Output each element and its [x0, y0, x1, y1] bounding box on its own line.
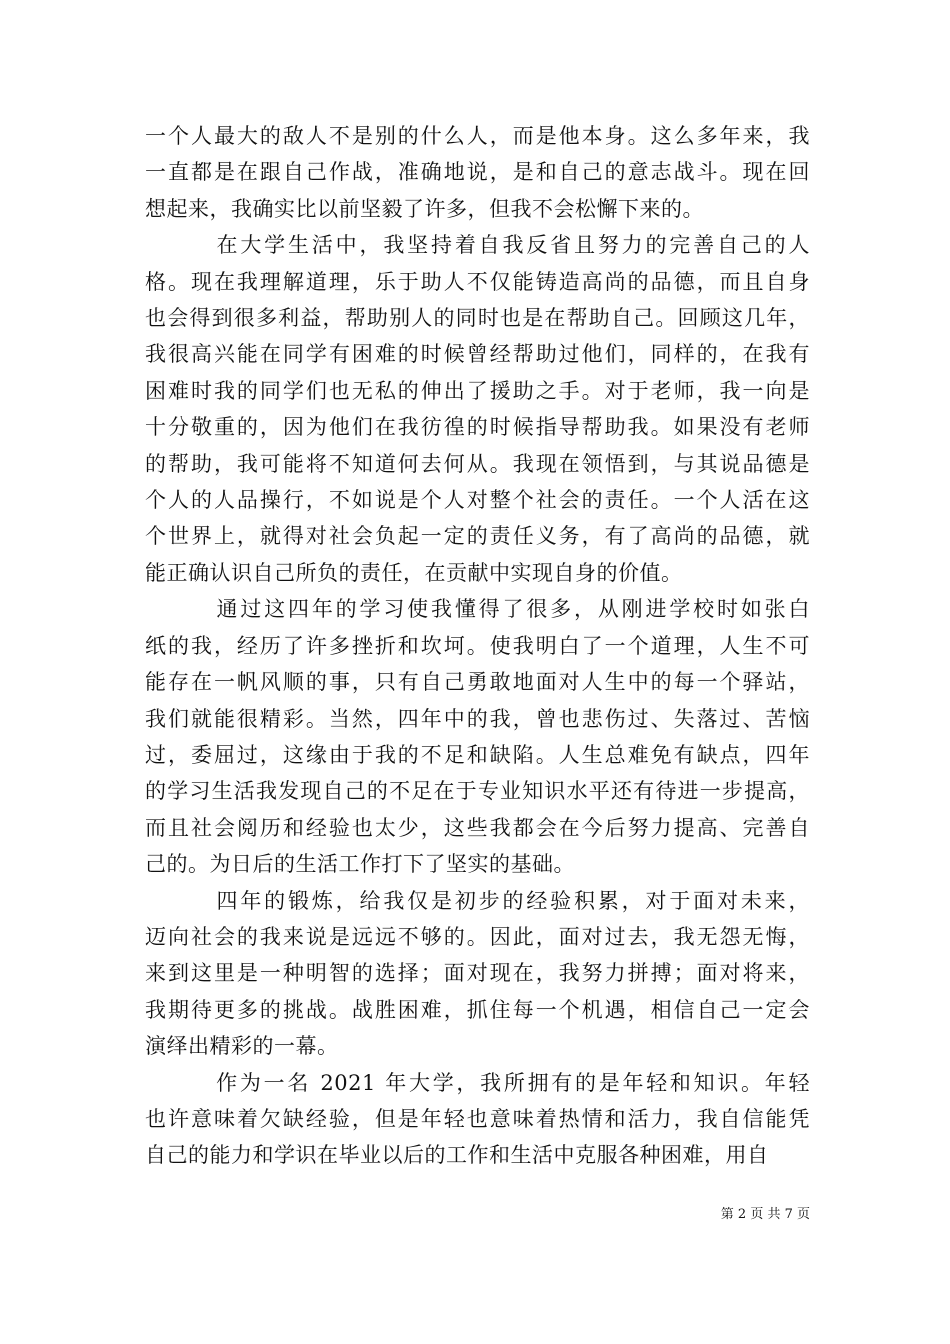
text-line: 而且社会阅历和经验也太少，这些我都会在今后努力提高、完善自: [145, 815, 810, 840]
paragraph: [145, 118, 810, 227]
text-line: 的帮助，我可能将不知道何去何从。我现在领悟到，与其说品德是: [145, 451, 810, 476]
text-line: 想起来，我确实比以前坚毅了许多，但我不会松懈下来的。: [145, 196, 704, 221]
text-line: 困难时我的同学们也无私的伸出了援助之手。对于老师，我一向是: [145, 378, 810, 403]
text-line: 来到这里是一种明智的选择；面对现在，我努力拼搏；面对将来，: [145, 961, 810, 986]
text-line: 作为一名 2021 年大学，我所拥有的是年轻和知识。年轻: [145, 1070, 810, 1095]
text-line: 个世界上，就得对社会负起一定的责任义务，有了高尚的品德，就: [145, 524, 810, 549]
text-line: 我很高兴能在同学有困难的时候曾经帮助过他们，同样的，在我有: [145, 342, 810, 367]
text-line: 十分敬重的，因为他们在我彷徨的时候指导帮助我。如果没有老师: [145, 415, 810, 440]
page-number: 第 2 页 共 7 页: [720, 1207, 810, 1222]
text-line: 过，委屈过，这缘由于我的不足和缺陷。人生总难免有缺点，四年: [145, 742, 810, 767]
text-line: 演绎出精彩的一幕。: [145, 1034, 339, 1059]
text-line: 我期待更多的挑战。战胜困难，抓住每一个机遇，相信自己一定会: [145, 997, 810, 1022]
text-line: 一直都是在跟自己作战，准确地说，是和自己的意志战斗。现在回: [145, 160, 810, 185]
paragraph: [145, 883, 810, 1065]
text-line: 四年的锻炼，给我仅是初步的经验积累，对于面对未来，: [145, 888, 810, 913]
text-line: 迈向社会的我来说是远远不够的。因此，面对过去，我无怨无悔，: [145, 924, 810, 949]
document-body: [145, 118, 810, 1174]
text-line: 通过这四年的学习使我懂得了很多，从刚进学校时如张白: [145, 597, 810, 622]
text-line: 自己的能力和学识在毕业以后的工作和生活中克服各种困难，用自: [145, 1143, 769, 1168]
text-line: 能存在一帆风顺的事，只有自己勇敢地面对人生中的每一个驿站，: [145, 670, 810, 695]
text-line: 格。现在我理解道理，乐于助人不仅能铸造高尚的品德，而且自身: [145, 269, 810, 294]
text-line: 纸的我，经历了许多挫折和坎坷。使我明白了一个道理，人生不可: [145, 633, 810, 658]
text-line: 也许意味着欠缺经验，但是年轻也意味着热情和活力，我自信能凭: [145, 1106, 810, 1131]
paragraph: [145, 1065, 810, 1174]
text-line: 在大学生活中，我坚持着自我反省且努力的完善自己的人: [145, 233, 810, 258]
text-line: 也会得到很多利益，帮助别人的同时也是在帮助自己。回顾这几年，: [145, 306, 810, 331]
paragraph: [145, 227, 810, 591]
text-line: 己的。为日后的生活工作打下了坚实的基础。: [145, 852, 575, 877]
text-line: 我们就能很精彩。当然，四年中的我，曾也悲伤过、失落过、苦恼: [145, 706, 810, 731]
paragraph: [145, 591, 810, 882]
text-line: 能正确认识自己所负的责任，在贡献中实现自身的价值。: [145, 560, 683, 585]
text-line: 个人的人品操行，不如说是个人对整个社会的责任。一个人活在这: [145, 488, 810, 513]
text-line: 一个人最大的敌人不是别的什么人，而是他本身。这么多年来，我: [145, 124, 810, 148]
text-line: 的学习生活我发现自己的不足在于专业知识水平还有待进一步提高，: [145, 779, 810, 804]
